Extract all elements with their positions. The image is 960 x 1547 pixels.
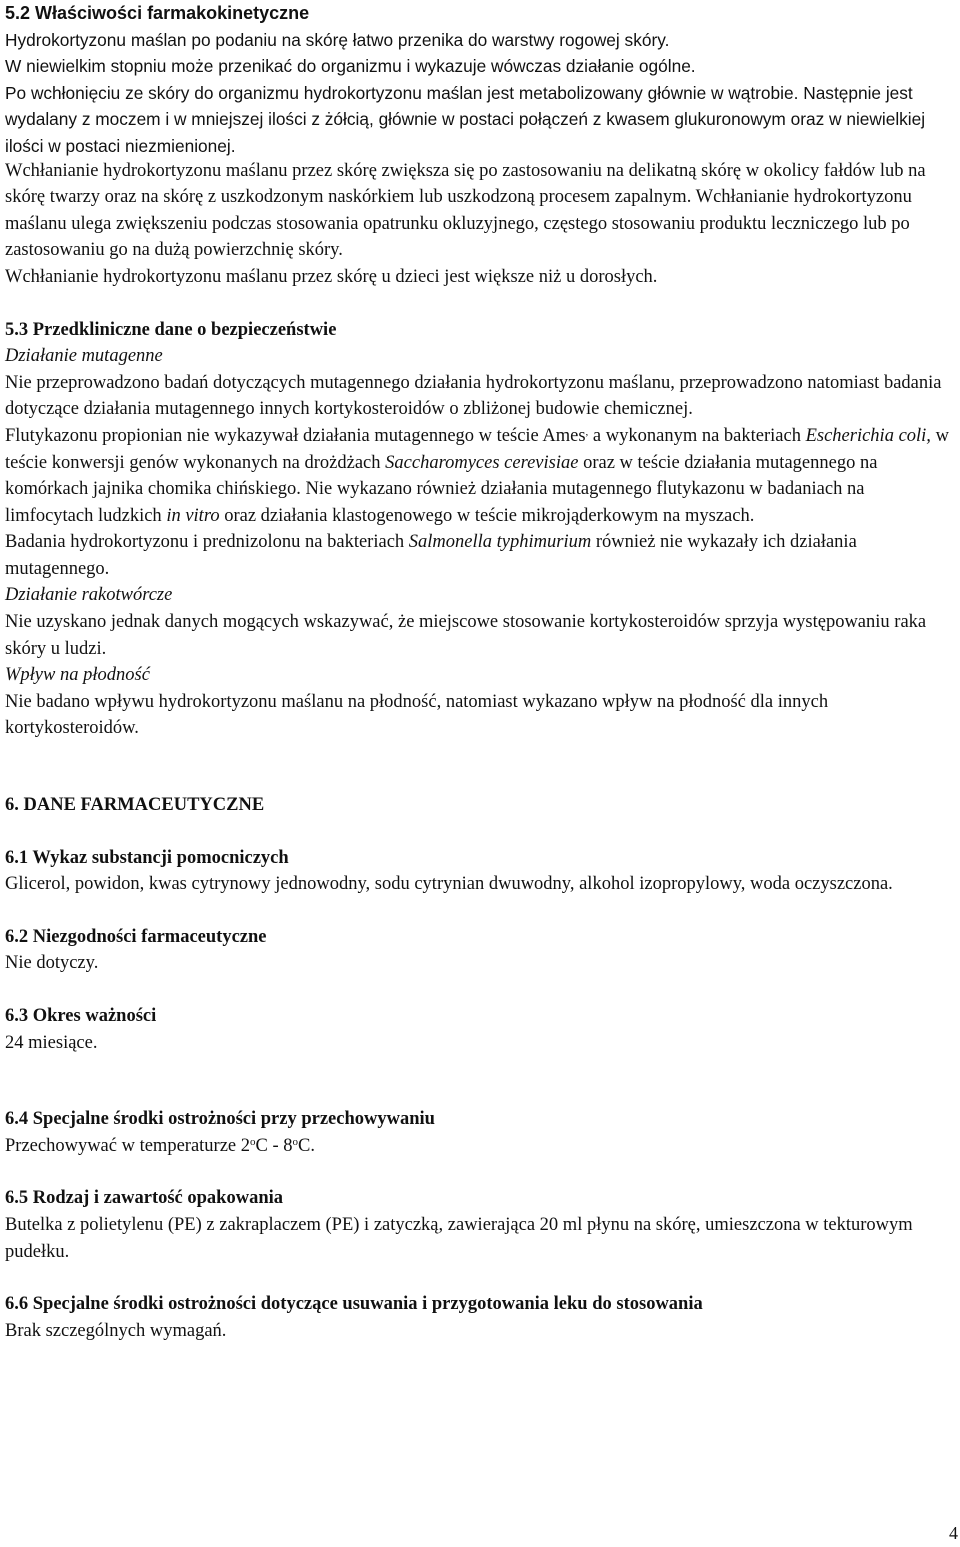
section-6 [5, 792, 950, 1344]
text-run: oraz działania klastogenowego w teście mikrojąderkowym na myszach. [219, 505, 755, 526]
paragraph [5, 1133, 950, 1160]
text-run: oraz w teście działania mutagennego na komórkach jajnika chomika chińskiego. Nie wykazano również działania mutagennego flutykazonu w badaniach na limfocytach ludzkich [5, 452, 878, 526]
spacer [5, 1265, 950, 1291]
italic-subheading: Działanie rakotwórcze [5, 585, 173, 606]
subheading [5, 662, 950, 689]
paragraph: Nie dotyczy. [5, 953, 99, 974]
section-heading: 6.1 Wykaz substancji pomocniczych [5, 847, 289, 868]
spacer [5, 1159, 950, 1185]
spacer [5, 977, 950, 1003]
italic-subheading: Wpływ na płodność [5, 665, 150, 686]
paragraph: Wchłanianie hydrokortyzonu maślanu przez skórę u dzieci jest większe niż u dorosłych. [5, 266, 658, 287]
spacer [5, 291, 950, 317]
spacer [5, 819, 950, 845]
paragraph: Hydrokortyzonu maślan po podaniu na skórę łatwo przenika do warstwy rogowej skóry. [5, 29, 670, 50]
section-5-2 [5, 0, 950, 160]
section-heading: 6.4 Specjalne środki ostrożności przy przechowywaniu [5, 1109, 435, 1130]
spacer [5, 1056, 950, 1106]
document-page [5, 0, 950, 1344]
degree-superscript: o [292, 1135, 299, 1148]
paragraph: W niewielkim stopniu może przenikać do organizmu i wykazuje wówczas działanie ogólne. [5, 56, 696, 77]
paragraph [5, 529, 950, 582]
section-heading: 6.2 Niezgodności farmaceutyczne [5, 926, 267, 947]
paragraph [5, 423, 950, 529]
paragraph: Butelka z polietylenu (PE) z zakraplaczem (PE) i zatyczką, zawierająca 20 ml płynu na skórę, umieszczona w tekturowym pudełku. [5, 1214, 913, 1262]
paragraph: Nie przeprowadzono badań dotyczących mutagennego działania hydrokortyzonu maślanu, przeprowadzono natomiast badania dotyczące działania mutagennego innych kortykosteroidów o zbliżonej budowie chemicznej. [5, 372, 942, 420]
paragraph: Nie uzyskano jednak danych mogących wskazywać, że miejscowe stosowanie kortykosteroidów sprzyja występowaniu raka skóry u ludzi. [5, 612, 927, 659]
italic-species: Salmonella typhimurium [408, 532, 592, 553]
text-run: C - 8 [255, 1135, 293, 1156]
text-run: a wykonanym na bakteriach [588, 425, 806, 446]
section-heading: 6.6 Specjalne środki ostrożności dotyczące usuwania i przygotowania leku do stosowania [5, 1294, 703, 1315]
paragraph: Brak szczególnych wymagań. [5, 1320, 227, 1341]
italic-species: Saccharomyces cerevisiae [385, 452, 579, 473]
text-run: Badania hydrokortyzonu i prednizolonu na bakteriach [5, 532, 409, 553]
chapter-heading: 6. DANE FARMACEUTYCZNE [5, 795, 265, 816]
section-heading: 5.3 Przedkliniczne dane o bezpieczeństwie [5, 319, 337, 340]
paragraph: Glicerol, powidon, kwas cytrynowy jednowodny, sodu cytrynian dwuwodny, alkohol izopropylowy, woda oczyszczona. [5, 874, 893, 895]
italic-subheading: Działanie mutagenne [5, 346, 163, 367]
degree-superscript: o [250, 1135, 256, 1148]
section-heading: 6.5 Rodzaj i zawartość opakowania [5, 1188, 284, 1209]
section-5-2-continued [5, 158, 950, 291]
subheading [5, 343, 950, 370]
section-5-3 [5, 317, 950, 743]
paragraph [5, 80, 950, 160]
paragraph: Wchłanianie hydrokortyzonu maślanu przez skórę zwiększa się po zastosowaniu na delikatną skórę w okolicy fałdów lub na skórę twarzy oraz na skórę z uszkodzonym naskórkiem lub uszkodzoną procesem zapalnym. Wchłanianie hydrokortyzonu maślanu ulega zwiększeniu podczas stosowania opatrunku okluzyjnego, częstego stosowaniu produktu leczniczego lub po zastosowaniu go na dużą powierzchnię skóry. [5, 160, 926, 261]
text-run: Następnie jest wydalany z moczem i w mniejszej ilości z żółcią, głównie w postaci połączeń z kwasem glukuronowym oraz w niewielkiej ilości w postaci niezmienionej. [5, 82, 926, 156]
text-run: Przechowywać w temperaturze 2 [5, 1135, 251, 1156]
paragraph: Nie badano wpływu hydrokortyzonu maślanu na płodność, natomiast wykazano wpływ na płodność dla innych kortykosteroidów. [5, 691, 829, 739]
subheading [5, 582, 950, 609]
text-run: w teście konwersji genów wykonanych na drożdżach [5, 425, 949, 473]
section-heading: 5.2 Właściwości farmakokinetyczne [5, 3, 310, 23]
text-run: również nie wykazały ich działania mutagennego. [5, 532, 857, 579]
italic-term: in vitro [166, 505, 220, 526]
spacer [5, 742, 950, 792]
superscript-comma: , [585, 425, 589, 438]
page-number: 4 [949, 1523, 958, 1543]
paragraph: 24 miesiące. [5, 1032, 98, 1053]
italic-species: Escherichia coli, [805, 425, 931, 446]
text-run: Flutykazonu propionian nie wykazywał działania mutagennego w teście Ames [5, 425, 586, 446]
text-run: Po wchłonięciu ze skóry do organizmu hydrokortyzonu maślan jest metabolizowany głównie w wątrobie. [5, 82, 799, 103]
spacer [5, 898, 950, 924]
text-run: C. [298, 1135, 315, 1156]
section-heading: 6.3 Okres ważności [5, 1006, 157, 1026]
